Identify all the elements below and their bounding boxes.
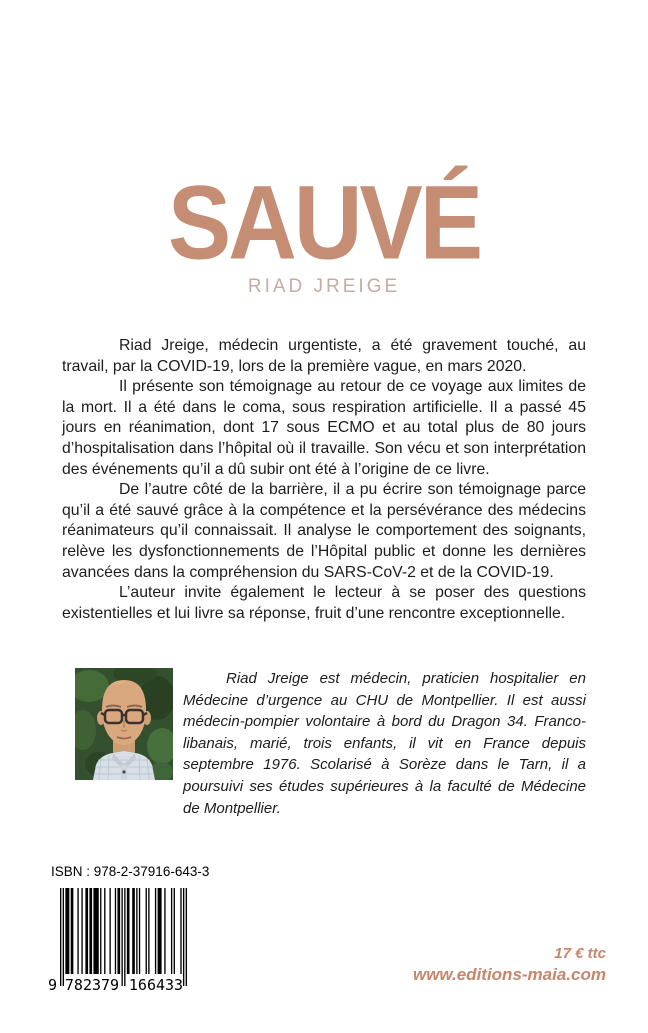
price-label: 17 € ttc — [554, 945, 606, 962]
barcode-digit-first: 9 — [48, 976, 58, 992]
title-block — [0, 165, 648, 298]
author-portrait-illustration — [75, 668, 173, 780]
barcode-digits-left: 782379 — [64, 976, 120, 992]
synopsis-paragraph: De l’autre côté de la barrière, il a pu écrire son témoignage parce qu’il a été sauvé grâce à la compétence et la persévérance des médecins réanimateurs qu’il connaissait. Il analyse le comportement des soignants, relève les dysfonctionnements de l’Hôpital public et donne les dernières avancées dans la compréhension du SARS-CoV-2 et de la COVID-19. — [62, 481, 586, 581]
synopsis-paragraph: Riad Jreige, médecin urgentiste, a été gravement touché, au travail, par la COVID-19, lors de la première vague, en mars 2020. — [62, 337, 586, 375]
ean13-barcode — [46, 886, 192, 992]
synopsis — [62, 336, 586, 624]
synopsis-paragraph: L’auteur invite également le lecteur à se poser des questions existentielles et lui livre sa réponse, fruit d’une rencontre exceptionnelle. — [62, 584, 586, 622]
author-section — [75, 668, 586, 819]
author-bio: Riad Jreige est médecin, praticien hospitalier en Médecine d’urgence au CHU de Montpellier. Il est aussi médecin-pompier volontaire à bord du Dragon 34. Franco-libanais, marié, trois enfants, il vit en France depuis septembre 1976. Scolarisé à Sorèze dans le Tarn, il a poursuivi ses études supérieures à la faculté de Médecine de Montpellier. — [183, 670, 586, 817]
barcode-bars — [60, 888, 187, 986]
book-title: SAUVÉ — [167, 165, 481, 282]
author-portrait-photo — [75, 668, 173, 780]
book-author-name: RIAD JREIGE — [247, 276, 401, 297]
synopsis-paragraph: Il présente son témoignage au retour de ce voyage aux limites de la mort. Il a été dans le coma, sous respiration artificielle. Il a passé 45 jours en réanimation, dont 17 sous ECMO et au total plus de 80 jours d’hospitalisation dans l’hôpital où il travaille. Son vécu et son interprétation des événements qu’il a dû subir ont été à l’origine de ce livre. — [62, 378, 586, 478]
imprint-block — [413, 944, 606, 986]
publisher-website: www.editions-maia.com — [412, 965, 606, 984]
barcode-digits-right: 166433 — [128, 976, 184, 992]
isbn-label: ISBN : 978-2-37916-643-3 — [51, 864, 210, 879]
